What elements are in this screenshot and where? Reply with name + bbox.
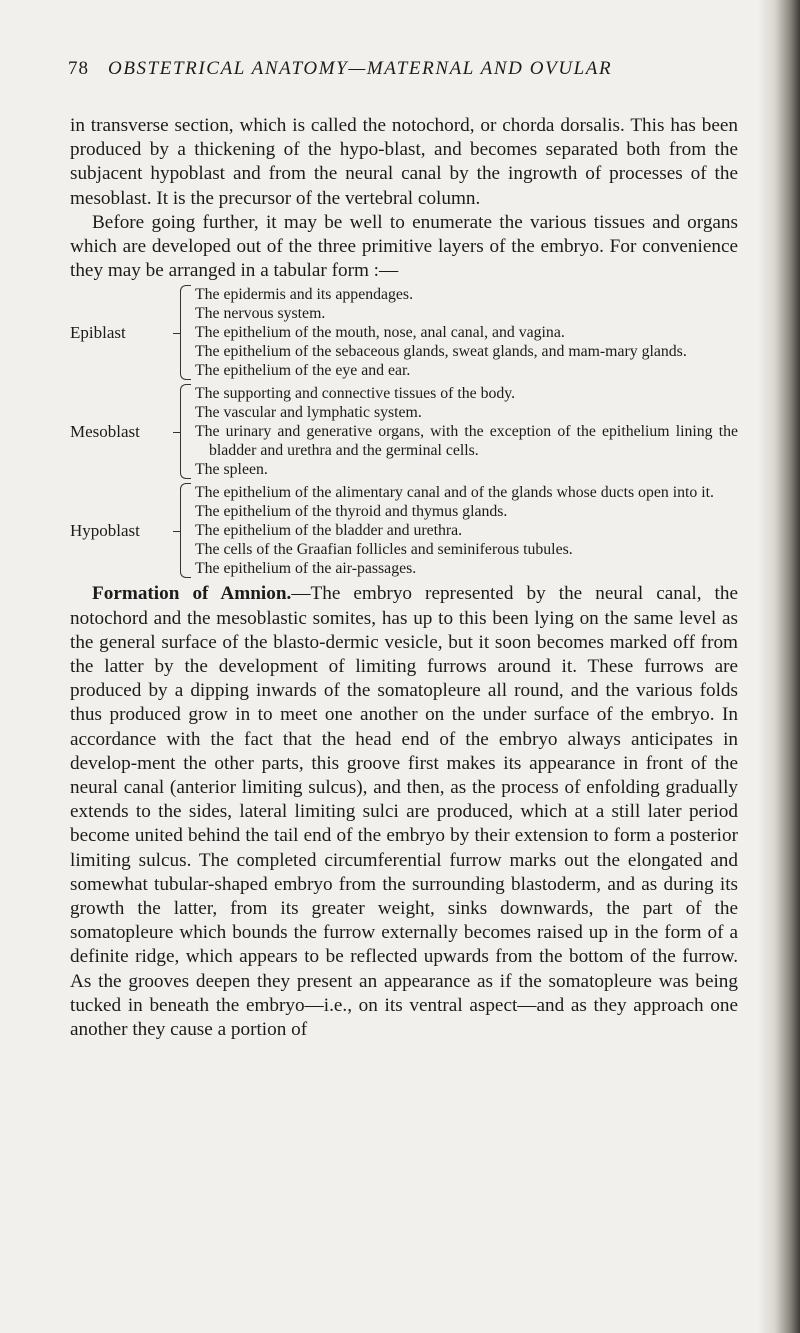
section-body: —The embryo represented by the neural canal, the notochord and the mesoblastic somites, has up to this been lying on the same level as the general surface of the blasto-dermic vesicle, but it soon becomes marked off from the latter by the development of limiting furrows around it. These furrows are produced by a dipping inwards of the somatopleure all round, and the various folds thus produced grow in to meet one another on the under surface of the embryo. In accordance with the fact that the head end of the embryo always anticipates in develop-ment the other parts, this groove first makes its appearance in front of the neural canal (anterior limiting sulcus), and then, as the process of enfolding gradually extends to the sides, lateral limiting sulci are produced, which at a still later period become united behind the tail end of the embryo by their extension to form a posterior limiting sulcus. The completed circumferential furrow marks out the elongated and somewhat tubular-shaped embryo from the surrounding blastoderm, and as during its growth the latter, from its greater weight, sinks downwards, the part of the somatopleure which bounds the furrow externally becomes raised up in the form of a definite ridge, which appears to be reflected upwards from the bottom of the furrow. As the grooves deepen they present an appearance as if the somatopleure was being tucked in beneath the embryo—i.e., on its ventral aspect—and as they approach one another they cause a portion of — [70, 583, 738, 1041]
item-list — [195, 285, 738, 380]
group-hypoblast — [70, 483, 738, 578]
list-item: The supporting and connective tissues of the body. — [195, 385, 516, 403]
list-item: The epidermis and its appendages. — [195, 286, 414, 304]
page-number: 78 — [68, 58, 89, 79]
germ-layer-table — [70, 285, 738, 578]
list-item: The nervous system. — [195, 305, 326, 323]
intro-paragraph-1: in transverse section, which is called the notochord, or chorda dorsalis. This has been produced by a thickening of the hypo-blast, and becomes separated both from the subjacent hypoblast and from the neural canal by the ingrowth of processes of the mesoblast. It is the precursor of the vertebral column. — [70, 115, 738, 209]
list-item: The urinary and generative organs, with the exception of the epithelium lining the bladder and urethra and the germinal cells. — [195, 423, 738, 460]
book-page — [70, 58, 738, 1042]
group-label: Hypoblast — [70, 520, 140, 540]
section-paragraph — [70, 582, 738, 1042]
intro-paragraph-2: Before going further, it may be well to enumerate the various tissues and organs which are developed out of the three primitive layers of the embryo. For convenience they may be arranged in a tabular form :— — [70, 211, 738, 282]
page-edge-shadow — [758, 0, 800, 1333]
group-epiblast — [70, 285, 738, 380]
list-item: The spleen. — [195, 461, 268, 479]
running-head — [68, 58, 738, 80]
list-item: The epithelium of the bladder and urethra. — [195, 522, 463, 540]
running-title: OBSTETRICAL ANATOMY—MATERNAL AND OVULAR — [108, 58, 613, 79]
brace-icon — [180, 483, 191, 578]
list-item: The epithelium of the thyroid and thymus glands. — [195, 503, 508, 521]
list-item: The epithelium of the eye and ear. — [195, 362, 411, 380]
list-item: The epithelium of the alimentary canal and of the glands whose ducts open into it. — [195, 484, 714, 502]
brace-icon — [180, 285, 191, 380]
group-label: Epiblast — [70, 322, 126, 342]
brace-icon — [180, 384, 191, 479]
section-heading: Formation of Amnion. — [92, 583, 292, 605]
list-item: The cells of the Graafian follicles and seminiferous tubules. — [195, 541, 573, 559]
group-mesoblast — [70, 384, 738, 479]
group-label: Mesoblast — [70, 421, 140, 441]
list-item: The epithelium of the mouth, nose, anal canal, and vagina. — [195, 324, 565, 342]
list-item: The epithelium of the sebaceous glands, sweat glands, and mam-mary glands. — [195, 343, 687, 361]
item-list — [195, 483, 738, 578]
item-list — [195, 384, 738, 479]
list-item: The epithelium of the air-passages. — [195, 560, 417, 578]
list-item: The vascular and lymphatic system. — [195, 404, 422, 422]
